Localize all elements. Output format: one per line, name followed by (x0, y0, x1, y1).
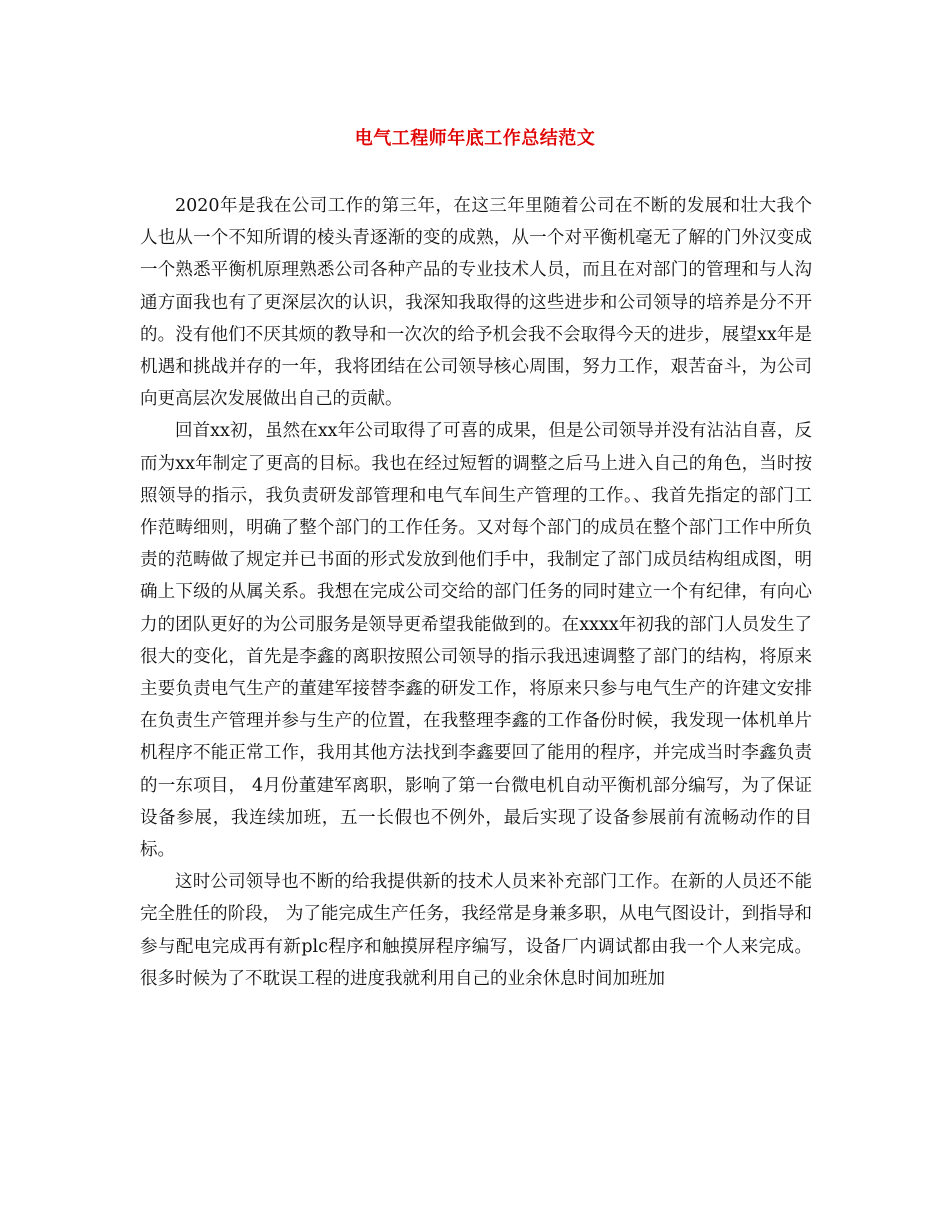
document-body (140, 190, 812, 995)
document-title: 电气工程师年底工作总结范文 (354, 128, 596, 149)
paragraph: 2020年是我在公司工作的第三年，在这三年里随着公司在不断的发展和壮大我个人也从一个不知所谓的棱头青逐渐的变的成熟，从一个对平衡机毫无了解的门外汉变成一个熟悉平衡机原理熟悉公司各种产品的专业技术人员，而且在对部门的管理和与人沟通方面我也有了更深层次的认识，我深知我取得的这些进步和公司领导的培养是分不开的。没有他们不厌其烦的教导和一次次的给予机会我不会取得今天的进步，展望xx年是机遇和挑战并存的一年，我将团结在公司领导核心周围，努力工作，艰苦奋斗，为公司向更高层次发展做出自己的贡献。 (140, 196, 812, 410)
paragraph: 回首xx初，虽然在xx年公司取得了可喜的成果，但是公司领导并没有沾沾自喜，反而为xx年制定了更高的目标。我也在经过短暂的调整之后马上进入自己的角色，当时按照领导的指示，我负责研发部管理和电气车间生产管理的工作。、我首先指定的部门工作范畴细则，明确了整个部门的工作任务。又对每个部门的成员在整个部门工作中所负责的范畴做了规定并已书面的形式发放到他们手中，我制定了部门成员结构组成图，明确上下级的从属关系。我想在完成公司交给的部门任务的同时建立一个有纪律，有向心力的团队更好的为公司服务是领导更希望我能做到的。在xxxx年初我的部门人员发生了很大的变化，首先是李鑫的离职按照公司领导的指示我迅速调整了部门的结构，将原来主要负责电气生产的董建军接替李鑫的研发工作，将原来只参与电气生产的许建文安排在负责生产管理并参与生产的位置，在我整理李鑫的工作备份时候，我发现一体机单片机程序不能正常工作，我用其他方法找到李鑫要回了能用的程序，并完成当时李鑫负责的一东项目， 4月份董建军离职，影响了第一台微电机自动平衡机部分编写，为了保证设备参展，我连续加班，五一长假也不例外，最后实现了设备参展前有流畅动作的目标。 (140, 421, 812, 861)
paragraph: 这时公司领导也不断的给我提供新的技术人员来补充部门工作。在新的人员还不能完全胜任的阶段， 为了能完成生产任务，我经常是身兼多职，从电气图设计，到指导和参与配电完成再有新plc程序和触摸屏程序编写，设备厂内调试都由我一个人来完成。很多时候为了不耽误工程的进度我就利用自己的业余休息时间加班加 (140, 872, 812, 989)
